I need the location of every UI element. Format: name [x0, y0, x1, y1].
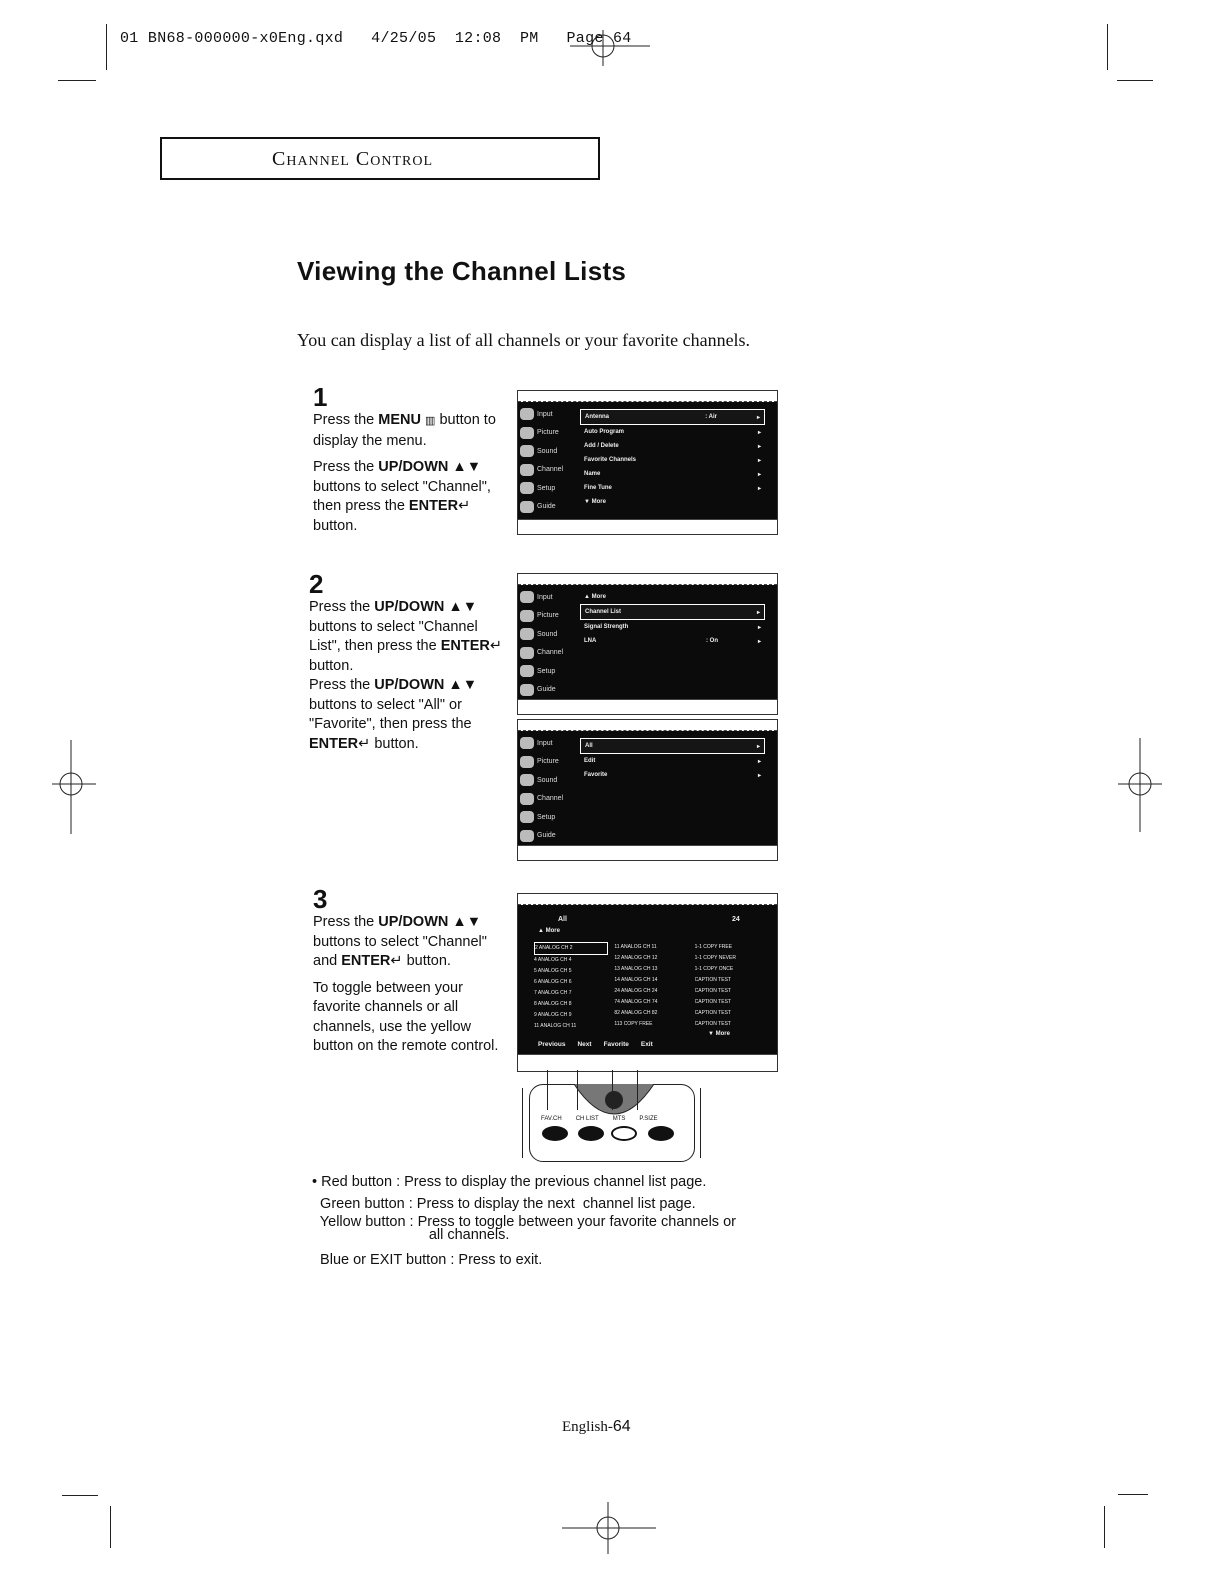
screen-menu-row	[580, 754, 765, 768]
page-footer	[562, 1418, 631, 1436]
menu-row-label: Signal Strength	[584, 624, 629, 630]
step-1-paragraph-2: Press the UP/DOWN ▲▼ buttons to select "Channel", then press the ENTER↵ button.	[313, 459, 491, 534]
screen-side-label: Picture	[537, 429, 559, 437]
screen-bottom-bar	[518, 845, 777, 860]
registration-target-icon	[1118, 738, 1162, 832]
channel-list-item: 74 ANALOG CH 74	[614, 999, 658, 1005]
crop-mark	[106, 24, 107, 70]
step-3-text	[313, 913, 508, 1064]
screen-top-bar	[518, 720, 777, 731]
screen-side-label: Setup	[537, 484, 556, 492]
screen-side-label: Guide	[537, 832, 556, 840]
screen-side-label: Picture	[537, 758, 559, 766]
screen-bottom-bar	[518, 1054, 777, 1071]
menu-row-label: Antenna	[585, 414, 609, 420]
screen-bottom-bar	[518, 519, 777, 534]
screen-bottom-bar	[518, 699, 777, 714]
callout-line	[637, 1070, 638, 1110]
menu-row-arrow-icon: ▸	[757, 457, 761, 464]
menu-row-arrow-icon: ▸	[757, 772, 761, 779]
screen-side-item	[520, 662, 578, 681]
channel-grid	[534, 942, 769, 1032]
channel-list-footer-item: Exit	[640, 1041, 653, 1048]
remote-outline	[700, 1088, 701, 1158]
screen-side-item	[520, 498, 578, 517]
menu-row-value: : Air	[705, 414, 717, 420]
channel-list-item: 7 ANALOG CH 7	[534, 990, 572, 996]
crop-mark	[1117, 80, 1153, 81]
screen-menu-row	[580, 409, 765, 425]
channel-list-header-left: All	[558, 916, 567, 923]
screen-menu-list	[580, 409, 765, 509]
legend-yellow-cont: all channels.	[312, 1227, 510, 1243]
step-1-text	[313, 411, 511, 543]
screen-side-item	[520, 753, 578, 772]
step-number: 3	[313, 884, 328, 914]
section-title: Channel Control	[272, 148, 433, 170]
screen-side-label: Sound	[537, 630, 558, 638]
menu-row-arrow-icon: ▸	[757, 758, 761, 765]
menu-category-icon	[520, 665, 534, 677]
menu-row-label: Name	[584, 471, 601, 477]
channel-list-header-right: 24	[732, 916, 740, 923]
screen-side-menu	[520, 588, 578, 699]
screen-menu-row	[580, 467, 765, 481]
screen-side-item	[520, 424, 578, 443]
channel-list-item: CAPTION TEST	[694, 1021, 731, 1027]
screen-side-label: Channel	[537, 795, 564, 803]
screen-side-item	[520, 808, 578, 827]
menu-category-icon	[520, 793, 534, 805]
screen-side-item	[520, 405, 578, 424]
step-number: 1	[313, 382, 328, 412]
screen-menu-row	[580, 495, 765, 509]
enter-icon: ↵	[489, 638, 503, 654]
screen-side-menu	[520, 405, 578, 516]
menu-category-icon	[520, 647, 534, 659]
menu-row-arrow-icon: ▸	[756, 609, 760, 616]
channel-list-item: 24 ANALOG CH 24	[614, 988, 658, 994]
remote-button-label: P.SIZE	[639, 1116, 658, 1122]
channel-column-1	[534, 942, 608, 1032]
menu-category-icon	[520, 482, 534, 494]
screen-side-menu	[520, 734, 578, 845]
menu-row-label: Auto Program	[584, 429, 625, 435]
menu-category-icon	[520, 591, 534, 603]
screen-menu-row	[580, 481, 765, 495]
screen-side-label: Input	[537, 410, 553, 418]
screen-side-item	[520, 442, 578, 461]
intro-text: You can display a list of all channels or your favorite channels.	[297, 330, 751, 350]
channel-list-item: 6 ANALOG CH 6	[534, 979, 572, 985]
screen-menu-row	[580, 620, 765, 634]
screen-side-item	[520, 790, 578, 809]
screen-side-item	[520, 588, 578, 607]
menu-row-arrow-icon: ▸	[757, 443, 761, 450]
channel-list-item: 1-1 COPY FREE	[694, 944, 733, 950]
page-number: 64	[612, 1418, 631, 1435]
enter-icon: ↵	[458, 498, 471, 514]
registration-target-icon	[562, 1502, 656, 1554]
menu-category-icon	[520, 445, 534, 457]
menu-category-icon	[520, 830, 534, 842]
footer-language: English-	[562, 1419, 613, 1435]
crop-mark	[62, 1495, 98, 1496]
menu-row-arrow-icon: ▸	[757, 429, 761, 436]
screen-menu-row	[580, 439, 765, 453]
legend-red: • Red button : Press to display the previous channel list page.	[312, 1174, 707, 1190]
channel-list-item: 12 ANALOG CH 12	[614, 955, 658, 961]
channel-list-footer-item: Next	[577, 1041, 592, 1048]
menu-category-icon	[520, 684, 534, 696]
screen-side-item	[520, 681, 578, 700]
menu-category-icon	[520, 610, 534, 622]
menu-row-arrow-icon: ▸	[756, 414, 760, 421]
legend-yellow: Yellow button : Press to toggle between your favorite channels or	[312, 1214, 736, 1230]
screen-side-item	[520, 625, 578, 644]
crop-mark	[1118, 1494, 1148, 1495]
screen-side-item	[520, 607, 578, 626]
channel-list-item: 14 ANALOG CH 14	[614, 977, 658, 983]
screen-menu-list	[580, 590, 765, 648]
enter-icon: ↵	[358, 735, 371, 752]
menu-row-label: Edit	[584, 758, 596, 764]
screen-top-bar	[518, 574, 777, 585]
screen-menu-row	[580, 590, 765, 604]
tv-menu-screenshot-channel-list	[517, 573, 778, 715]
menu-category-icon	[520, 811, 534, 823]
channel-list-item: 8 ANALOG CH 8	[534, 1001, 572, 1007]
menu-row-label: LNA	[584, 638, 597, 644]
remote-button-label: CH LIST	[575, 1116, 599, 1122]
channel-list-more-top: ▲ More	[538, 928, 560, 934]
menu-icon: ▥	[425, 415, 436, 427]
remote-outline	[522, 1088, 523, 1158]
menu-category-icon	[520, 501, 534, 513]
channel-list-item: CAPTION TEST	[694, 977, 731, 983]
screen-side-label: Channel	[537, 466, 564, 474]
crop-mark	[1104, 1506, 1105, 1548]
step-2-paragraph-2: Press the UP/DOWN ▲▼ buttons to select "All" or "Favorite", then press the ENTER↵ button.	[309, 677, 478, 752]
legend-blue: Blue or EXIT button : Press to exit.	[312, 1252, 543, 1268]
screen-side-label: Channel	[537, 649, 564, 657]
remote-control-illustration	[517, 1070, 707, 1162]
menu-category-icon	[520, 408, 534, 420]
screen-menu-list	[580, 738, 765, 782]
menu-row-arrow-icon: ▸	[756, 743, 760, 750]
channel-list-item: 11 ANALOG CH 11	[534, 1023, 577, 1029]
screen-top-bar	[518, 391, 777, 402]
channel-list-more-bottom: ▼ More	[708, 1031, 730, 1037]
menu-row-label: Favorite Channels	[584, 457, 637, 463]
menu-row-arrow-icon: ▸	[757, 638, 761, 645]
channel-list-item: 13 ANALOG CH 13	[614, 966, 658, 972]
screen-side-label: Guide	[537, 686, 556, 694]
menu-category-icon	[520, 464, 534, 476]
step-3-paragraph-2: To toggle between your favorite channels or all channels, use the yellow button on the remote control.	[313, 979, 499, 1054]
channel-list-item: 1-1 COPY ONCE	[694, 966, 734, 972]
channel-list-item: 2 ANALOG CH 2	[534, 942, 608, 955]
menu-row-label: Add / Delete	[584, 443, 619, 449]
channel-list-item: 9 ANALOG CH 9	[534, 1012, 572, 1018]
menu-row-label: ▼ More	[584, 499, 606, 505]
remote-dpad-icon	[569, 1084, 659, 1116]
registration-target-icon	[52, 740, 96, 834]
screen-side-label: Guide	[537, 503, 556, 511]
page-title: Viewing the Channel Lists	[297, 256, 627, 286]
menu-row-arrow-icon: ▸	[757, 471, 761, 478]
channel-list-item: CAPTION TEST	[694, 988, 731, 994]
menu-category-icon	[520, 737, 534, 749]
red-button	[542, 1126, 568, 1141]
menu-row-label: ▲ More	[584, 594, 606, 600]
screen-side-label: Input	[537, 593, 553, 601]
channel-list-item: 4 ANALOG CH 4	[534, 957, 572, 963]
menu-category-icon	[520, 427, 534, 439]
screen-menu-row	[580, 604, 765, 620]
callout-line	[612, 1070, 613, 1110]
channel-list-item: 5 ANALOG CH 5	[534, 968, 572, 974]
crop-mark	[110, 1506, 111, 1548]
remote-button-label: FAV.CH	[541, 1116, 562, 1122]
channel-column-2	[614, 942, 688, 1032]
channel-list-item: 1-1 COPY NEVER	[694, 955, 736, 961]
menu-row-label: Fine Tune	[584, 485, 612, 491]
screen-side-label: Sound	[537, 776, 558, 784]
channel-list-item: 113 COPY FREE	[614, 1021, 653, 1027]
menu-row-label: Favorite	[584, 772, 608, 778]
step-3-paragraph-1: Press the UP/DOWN ▲▼ buttons to select "Channel" and ENTER↵ button.	[313, 914, 487, 969]
menu-category-icon	[520, 774, 534, 786]
screen-side-label: Setup	[537, 667, 556, 675]
menu-row-value: : On	[705, 638, 718, 644]
step-number: 2	[309, 569, 324, 599]
channel-list-footer-item: Previous	[538, 1041, 566, 1048]
green-button	[578, 1126, 604, 1141]
channel-list-footer-item: Favorite	[603, 1041, 629, 1048]
screen-side-item	[520, 461, 578, 480]
channel-list-item: 11 ANALOG CH 11	[614, 944, 657, 950]
screen-side-label: Setup	[537, 813, 556, 821]
channel-list-item: CAPTION TEST	[694, 999, 731, 1005]
tv-menu-screenshot-all-favorite	[517, 719, 778, 861]
enter-icon: ↵	[390, 953, 403, 969]
screen-menu-row	[580, 768, 765, 782]
screen-side-label: Input	[537, 739, 553, 747]
channel-list-item: CAPTION TEST	[694, 1010, 731, 1016]
menu-category-icon	[520, 756, 534, 768]
menu-category-icon	[520, 628, 534, 640]
menu-row-arrow-icon: ▸	[757, 485, 761, 492]
crop-mark	[58, 80, 96, 81]
callout-line	[577, 1070, 578, 1110]
screen-side-label: Picture	[537, 612, 559, 620]
screen-menu-row	[580, 738, 765, 754]
blue-button	[648, 1126, 674, 1141]
screen-side-item	[520, 827, 578, 846]
channel-list-item: 82 ANALOG CH 82	[614, 1010, 658, 1016]
screen-side-item	[520, 734, 578, 753]
menu-row-arrow-icon: ▸	[757, 624, 761, 631]
channel-column-3	[695, 942, 769, 1032]
screen-menu-row	[580, 425, 765, 439]
screen-side-item	[520, 644, 578, 663]
step-2-text	[309, 598, 509, 761]
step-2-paragraph-1: Press the UP/DOWN ▲▼ buttons to select "Channel List", then press the ENTER↵ button.	[309, 599, 503, 674]
tv-channel-list-screenshot	[517, 893, 778, 1072]
crop-mark	[1107, 24, 1108, 70]
callout-line	[547, 1070, 548, 1110]
remote-button-label: MTS	[612, 1116, 626, 1122]
color-button-legend	[312, 1172, 736, 1272]
screen-menu-row	[580, 453, 765, 467]
screen-side-item	[520, 479, 578, 498]
screen-side-label: Sound	[537, 447, 558, 455]
menu-row-label: Channel List	[585, 609, 622, 615]
channel-list-footer	[538, 1041, 653, 1048]
legend-green: Green button : Press to display the next channel list page.	[312, 1195, 696, 1212]
screen-menu-row	[580, 634, 765, 648]
remote-button-labels	[541, 1116, 658, 1122]
file-slug: 01 BN68-000000-x0Eng.qxd 4/25/05 12:08 PM Page 64	[120, 30, 632, 47]
menu-row-label: All	[585, 743, 593, 749]
tv-menu-screenshot-channel	[517, 390, 778, 535]
screen-side-item	[520, 771, 578, 790]
step-1-paragraph-1: Press the MENU ▥ button to display the menu.	[313, 412, 496, 449]
screen-top-bar	[518, 894, 777, 905]
yellow-button	[611, 1126, 637, 1141]
